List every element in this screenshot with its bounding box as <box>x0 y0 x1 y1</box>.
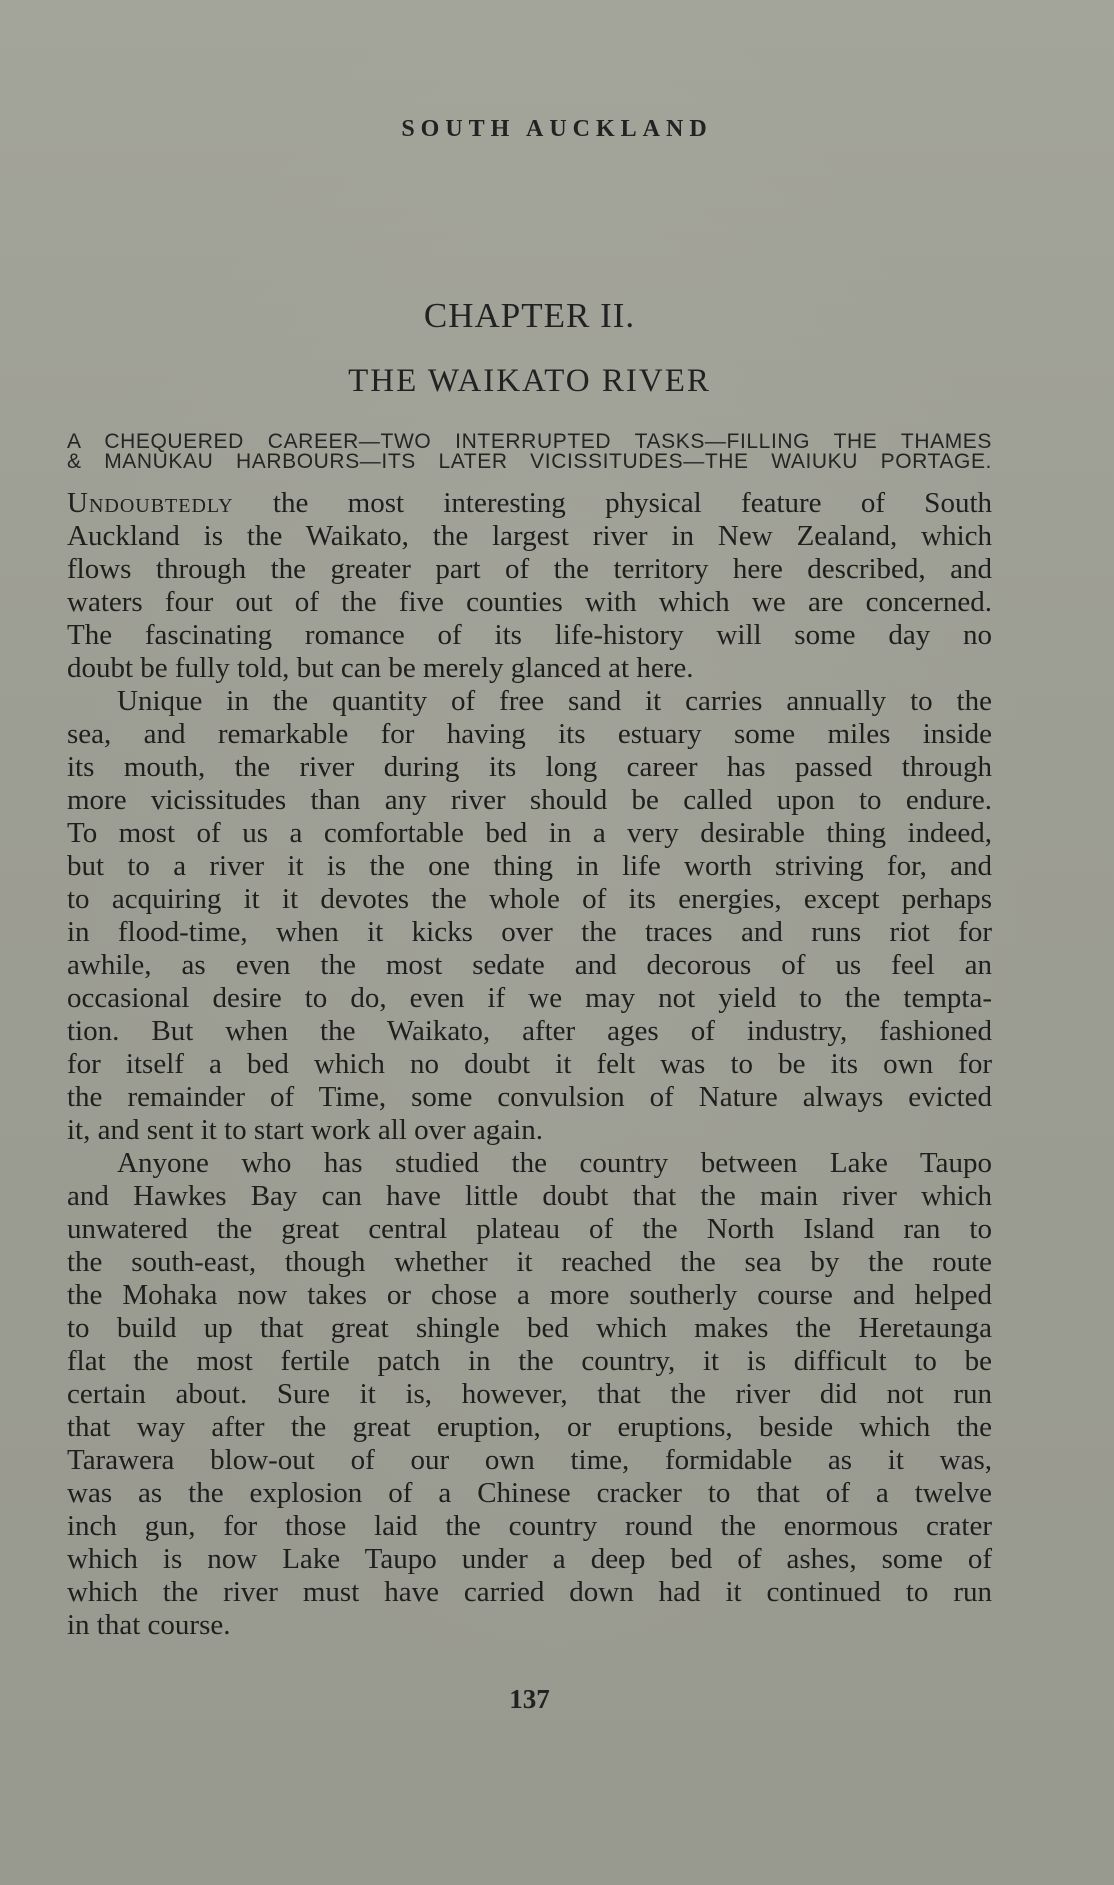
body-text <box>67 487 992 1642</box>
text-line: was as the explosion of a Chinese cracker to that of a twelve <box>67 1477 992 1509</box>
chapter-number: CHAPTER II. <box>423 296 636 335</box>
running-head: SOUTH AUCKLAND <box>401 116 713 142</box>
text-line: Tarawera blow-out of our own time, formidable as it was, <box>67 1444 992 1476</box>
text-line: and Hawkes Bay can have little doubt that the main river which <box>67 1180 992 1212</box>
chapter-title: THE WAIKATO RIVER <box>348 363 711 399</box>
text-line: awhile, as even the most sedate and decorous of us feel an <box>67 949 992 981</box>
text-line: unwatered the great central plateau of the North Island ran to <box>67 1213 992 1245</box>
text-line: doubt be fully told, but can be merely glanced at here. <box>67 652 694 684</box>
text-line: flows through the greater part of the territory here described, and <box>67 553 992 585</box>
text-line: Auckland is the Waikato, the largest river in New Zealand, which <box>67 520 992 552</box>
text-line: tion. But when the Waikato, after ages of industry, fashioned <box>67 1015 992 1047</box>
opening-word: Undoubtedly <box>67 487 234 519</box>
text-line: for itself a bed which no doubt it felt was to be its own for <box>67 1048 992 1080</box>
text-line: that way after the great eruption, or eruptions, beside which the <box>67 1411 992 1443</box>
text-line: which the river must have carried down had it continued to run <box>67 1576 992 1608</box>
text-line: in flood-time, when it kicks over the traces and runs riot for <box>67 916 992 948</box>
text-line: but to a river it is the one thing in life worth striving for, and <box>67 850 992 882</box>
text-line: in that course. <box>67 1609 231 1641</box>
text-line: occasional desire to do, even if we may not yield to the tempta- <box>67 982 992 1014</box>
text-line: To most of us a comfortable bed in a very desirable thing indeed, <box>67 817 992 849</box>
page-number: 137 <box>509 1684 550 1714</box>
text-line: the south-east, though whether it reached the sea by the route <box>67 1246 992 1278</box>
text-line: sea, and remarkable for having its estuary some miles inside <box>67 718 992 750</box>
text-line: Anyone who has studied the country between Lake Taupo <box>117 1147 992 1179</box>
text-line: Unique in the quantity of free sand it carries annually to the <box>117 685 992 717</box>
chapter-synopsis <box>67 432 992 472</box>
text-line: waters four out of the five counties with which we are concerned. <box>67 586 992 618</box>
text-line: which is now Lake Taupo under a deep bed of ashes, some of <box>67 1543 992 1575</box>
text-line: the Mohaka now takes or chose a more southerly course and helped <box>67 1279 992 1311</box>
text-line: The fascinating romance of its life-history will some day no <box>67 619 992 651</box>
text-line: inch gun, for those laid the country round the enormous crater <box>67 1510 992 1542</box>
text-line: to acquiring it it devotes the whole of its energies, except perhaps <box>67 883 992 915</box>
text-line: to build up that great shingle bed which makes the Heretaunga <box>67 1312 992 1344</box>
text-line: it, and sent it to start work all over again. <box>67 1114 543 1146</box>
synopsis-line: & MANUKAU HARBOURS—ITS LATER VICISSITUDES—THE WAIUKU PORTAGE. <box>67 450 992 473</box>
text-line: more vicissitudes than any river should be called upon to endure. <box>67 784 992 816</box>
text-line: Undoubtedly the most interesting physical feature of South <box>67 487 992 519</box>
text-line: certain about. Sure it is, however, that the river did not run <box>67 1378 992 1410</box>
text-line: flat the most fertile patch in the country, it is difficult to be <box>67 1345 992 1377</box>
synopsis-line: A CHEQUERED CAREER—TWO INTERRUPTED TASKS—FILLING THE THAMES <box>67 430 992 453</box>
text-line: its mouth, the river during its long career has passed through <box>67 751 992 783</box>
text-line: the remainder of Time, some convulsion of Nature always evicted <box>67 1081 992 1113</box>
